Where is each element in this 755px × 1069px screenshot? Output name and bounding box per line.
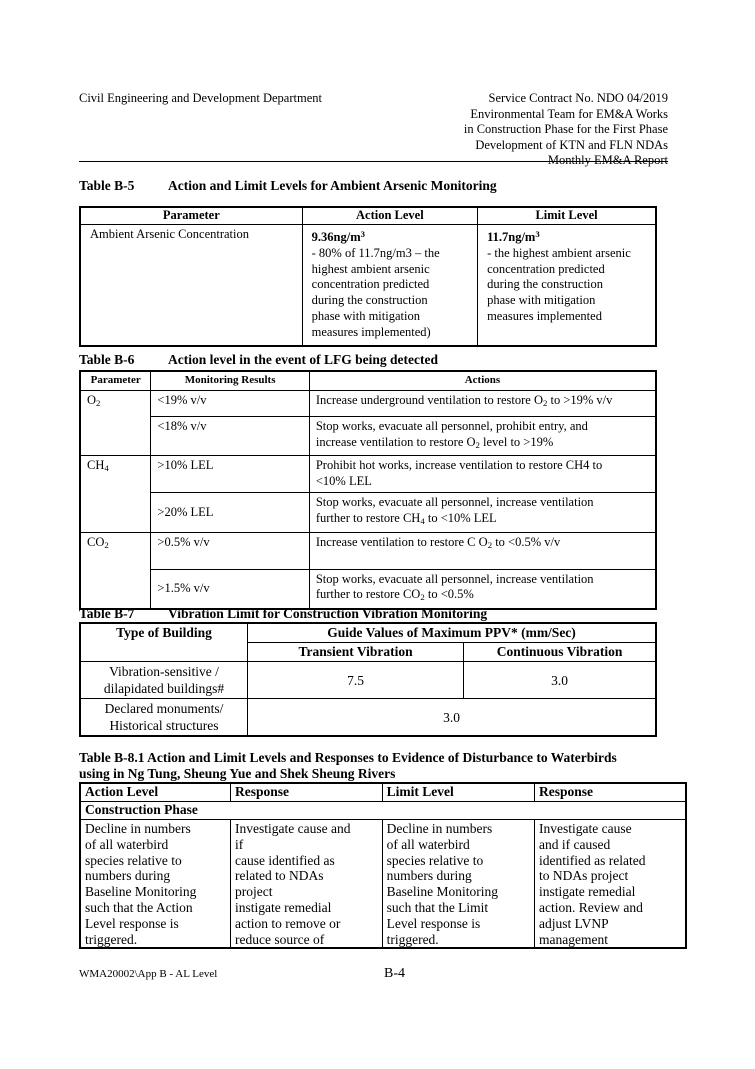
footer-file-reference: WMA20002\App B - AL Level	[79, 968, 218, 980]
cell-line: instigate remedial	[539, 884, 636, 900]
cell-line: measures implemented)	[311, 324, 431, 339]
param-sub: 4	[104, 463, 109, 474]
parameter-cell	[80, 391, 151, 456]
table-header-row	[80, 623, 656, 643]
action-line: Prohibit hot works, increase ventilation to restore CH4 to	[315, 458, 603, 473]
parameter-cell	[80, 532, 151, 609]
cell-line: to NDAs project	[539, 868, 629, 884]
cell-line: triggered.	[386, 931, 439, 947]
cell-line: Decline in numbers	[85, 821, 191, 836]
header-divider	[79, 161, 668, 162]
cell-line: reduce source of	[235, 931, 325, 947]
table-row	[80, 532, 656, 569]
action-text: increase ventilation to restore O	[315, 434, 476, 449]
cell-line: - 80% of 11.7ng/m3 – the	[311, 245, 440, 260]
action-sub: 2	[420, 592, 425, 603]
table-row	[80, 456, 656, 493]
header-contract-info	[464, 91, 668, 169]
action-text: Increase underground ventilation to restore O	[315, 393, 543, 407]
parameter-name: Ambient Arsenic Concentration	[90, 227, 249, 241]
cell-line: Declared monuments/	[104, 701, 224, 716]
action-line: <10% LEL	[315, 473, 372, 488]
cell-line: Vibration-sensitive /	[109, 664, 219, 679]
cell-line: management	[539, 931, 609, 947]
limit-value-text: 11.7ng/m	[487, 229, 536, 244]
cell-line: triggered.	[85, 931, 138, 947]
table-b7	[79, 622, 657, 737]
action-line	[316, 587, 649, 606]
action-text: further to restore CO	[315, 587, 421, 602]
cell-line: dilapidated buildings#	[103, 681, 225, 696]
cell-line: of all waterbird	[85, 836, 169, 852]
cell-line: project	[235, 884, 273, 900]
cell-line: such that the Limit	[386, 899, 489, 915]
table-header-row	[80, 783, 686, 802]
result-cell: >10% LEL	[151, 456, 309, 493]
action-sub: 4	[420, 516, 425, 527]
cell-line: species relative to	[85, 852, 182, 868]
combined-value-cell: 3.0	[248, 699, 657, 737]
column-header: Actions	[309, 371, 656, 391]
action-text: level to >19%	[479, 434, 554, 449]
cell-line: phase with mitigation	[311, 308, 420, 323]
table-row	[80, 802, 686, 820]
action-level-value	[312, 227, 471, 246]
table-b5	[79, 206, 657, 347]
column-header: Action Level	[302, 207, 477, 225]
transient-value-cell: 7.5	[248, 662, 464, 699]
limit-level-value	[487, 227, 649, 246]
cell-line: cause identified as	[235, 852, 335, 868]
action-line	[316, 435, 649, 454]
table-row	[80, 417, 656, 456]
column-header: Limit Level	[382, 783, 534, 802]
action-line	[316, 511, 649, 530]
cell-line: Investigate cause and	[235, 821, 351, 836]
column-header: Parameter	[80, 371, 151, 391]
action-line: Stop works, evacuate all personnel, increase ventilation	[315, 571, 594, 586]
cell-line: adjust LVNP	[539, 915, 609, 931]
cell-line: during the construction	[487, 277, 604, 292]
header-line: in Construction Phase for the First Phase	[463, 122, 668, 137]
column-header: Guide Values of Maximum PPV* (mm/Sec)	[248, 623, 657, 643]
table-b5-caption	[79, 178, 497, 194]
action-line: Stop works, evacuate all personnel, prohibit entry, and	[315, 419, 588, 433]
action-level-cell	[302, 225, 477, 346]
table-header-row	[80, 207, 656, 225]
limit-value-sup: 3	[535, 229, 540, 239]
action-response-cell	[231, 820, 383, 949]
header-line: Environmental Team for EM&A Works	[470, 106, 668, 121]
column-header: Limit Level	[478, 207, 656, 225]
column-header: Parameter	[80, 207, 302, 225]
result-cell: >20% LEL	[151, 493, 309, 532]
param-text: CO	[87, 534, 105, 549]
action-text: to <0.5% v/v	[492, 534, 561, 549]
cell-line: Level response is	[386, 915, 481, 931]
action-sub: 2	[475, 439, 480, 450]
param-text: CH	[87, 458, 105, 473]
header-line: Development of KTN and FLN NDAs	[475, 137, 668, 152]
header-department: Civil Engineering and Development Department	[79, 91, 322, 105]
parameter-cell	[80, 456, 151, 532]
cell-line: action to remove or	[235, 915, 341, 931]
cell-line: such that the Action	[85, 899, 193, 915]
table-b7-label: Table B-7	[79, 606, 135, 621]
table-row	[80, 225, 656, 346]
table-b6-label: Table B-6	[79, 352, 135, 367]
column-header: Transient Vibration	[248, 643, 464, 662]
param-text: O	[87, 393, 97, 407]
table-row	[80, 662, 656, 699]
action-text: to >19% v/v	[547, 393, 613, 407]
action-line: Stop works, evacuate all personnel, increase ventilation	[315, 495, 594, 510]
table-header-row	[80, 371, 656, 391]
table-b5-title: Action and Limit Levels for Ambient Arsenic Monitoring	[168, 178, 497, 193]
continuous-value-cell: 3.0	[464, 662, 656, 699]
table-row	[80, 569, 656, 609]
phase-heading: Construction Phase	[80, 802, 686, 820]
table-row	[80, 493, 656, 532]
result-cell: >1.5% v/v	[151, 569, 309, 609]
building-type-cell	[80, 699, 248, 737]
header-line: Monthly EM&A Report	[547, 153, 668, 168]
parameter-cell	[80, 225, 302, 346]
building-type-cell	[80, 662, 248, 699]
cell-line: measures implemented	[487, 308, 602, 323]
table-b81-caption	[79, 750, 617, 782]
page-number: B-4	[384, 966, 405, 981]
table-row	[80, 699, 656, 737]
action-text: to <0.5%	[424, 587, 474, 602]
column-header: Response	[535, 783, 686, 802]
cell-line: Historical structures	[109, 718, 219, 733]
table-b7-title: Vibration Limit for Construction Vibration Monitoring	[168, 606, 488, 621]
cell-line: - the highest ambient arsenic	[487, 245, 631, 260]
column-header: Continuous Vibration	[464, 643, 656, 662]
action-sub: 2	[542, 398, 548, 409]
cell-line: concentration predicted	[311, 277, 430, 292]
action-cell	[309, 417, 656, 456]
action-value-text: 9.36ng/m	[311, 229, 361, 244]
action-cell	[309, 456, 656, 493]
cell-line: Baseline Monitoring	[386, 884, 498, 900]
table-row	[80, 820, 686, 949]
cell-line: numbers during	[85, 868, 171, 884]
header-line: Service Contract No. NDO 04/2019	[488, 91, 668, 105]
action-text: further to restore CH	[315, 510, 421, 525]
table-b81	[79, 782, 687, 949]
action-text: Increase ventilation to restore C O	[315, 534, 488, 549]
cell-line: identified as related	[539, 852, 646, 868]
cell-line: numbers during	[386, 868, 472, 884]
cell-line: concentration predicted	[487, 261, 605, 276]
table-b6-caption	[79, 352, 438, 368]
action-text: to <10% LEL	[424, 510, 497, 525]
cell-line: related to NDAs	[235, 868, 324, 884]
cell-line: species relative to	[386, 852, 484, 868]
table-row	[80, 391, 656, 417]
cell-line: instigate remedial	[235, 899, 332, 915]
cell-line: during the construction	[311, 293, 428, 308]
limit-level-cell	[478, 225, 656, 346]
column-header: Response	[231, 783, 383, 802]
action-cell	[309, 569, 656, 609]
action-cell	[309, 391, 656, 417]
cell-line: highest ambient arsenic	[311, 261, 430, 276]
table-b81-title-line: using in Ng Tung, Sheung Yue and Shek Sheung Rivers	[79, 766, 396, 781]
cell-line: Level response is	[85, 915, 179, 931]
table-b81-title-line: Table B-8.1 Action and Limit Levels and Responses to Evidence of Disturbance to Waterbirds	[79, 750, 617, 765]
limit-response-cell	[535, 820, 686, 949]
action-cell	[309, 532, 656, 569]
cell-line: Decline in numbers	[386, 821, 493, 836]
table-b6-title: Action level in the event of LFG being detected	[168, 352, 438, 367]
table-b6	[79, 370, 657, 610]
cell-line: Baseline Monitoring	[85, 884, 197, 900]
cell-line: action. Review and	[539, 899, 643, 915]
cell-line: of all waterbird	[386, 836, 470, 852]
table-b7-caption	[79, 606, 487, 622]
action-cell	[309, 493, 656, 532]
result-cell: <19% v/v	[151, 391, 309, 417]
column-header: Action Level	[80, 783, 231, 802]
action-sub: 2	[487, 539, 493, 550]
result-cell: >0.5% v/v	[151, 532, 309, 569]
action-level-cell	[80, 820, 231, 949]
limit-level-cell	[382, 820, 534, 949]
table-b5-label: Table B-5	[79, 178, 135, 193]
param-sub: 2	[104, 539, 109, 550]
param-sub: 2	[96, 398, 101, 409]
column-header: Type of Building	[80, 623, 248, 662]
cell-line: phase with mitigation	[487, 293, 596, 308]
cell-line: and if caused	[539, 836, 611, 852]
cell-line: Investigate cause	[539, 821, 632, 836]
action-value-sup: 3	[360, 229, 365, 239]
cell-line: if	[235, 836, 244, 852]
result-cell: <18% v/v	[151, 417, 309, 456]
column-header: Monitoring Results	[151, 371, 309, 391]
